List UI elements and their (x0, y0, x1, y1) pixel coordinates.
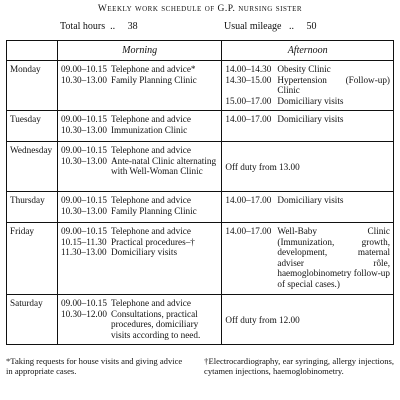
header-morning: Morning (57, 41, 221, 61)
day-cell: Friday (7, 223, 58, 295)
entry-time: 11.30–13.00 (60, 247, 107, 257)
table-row (7, 61, 394, 111)
total-hours-value: 38 (127, 21, 138, 32)
day-cell: Wednesday (7, 142, 58, 192)
table-header-row (7, 41, 394, 61)
entry-time: 10.30–13.00 (60, 124, 107, 135)
usual-mileage: Usual mileage .. 50 (224, 21, 317, 32)
schedule-entry (61, 247, 218, 258)
total-hours-label: Total hours (60, 21, 106, 32)
table-row (7, 223, 394, 295)
entry-time: 14.00–17.00 (225, 195, 272, 205)
header-afternoon: Afternoon (222, 41, 394, 61)
schedule-entry (61, 75, 218, 86)
entry-activity: Family Planning Clinic (110, 205, 197, 216)
entry-activity: Domiciliary visits (277, 114, 344, 124)
entry-activity: Telephone and advice (110, 298, 191, 308)
entry-time: 09.00–10.15 (60, 195, 107, 205)
morning-cell (57, 192, 221, 223)
entry-activity: Telephone and advice (110, 145, 191, 155)
schedule-entry (61, 237, 218, 248)
entry-activity: Domiciliary visits (277, 195, 344, 205)
header-day (7, 41, 58, 61)
morning-cell (57, 111, 221, 142)
day-cell: Tuesday (7, 111, 58, 142)
schedule-entry (225, 75, 390, 96)
entry-time: 10.30–12.00 (60, 308, 107, 319)
entry-activity: Consultations, practical procedures, domiciliary visits according to need. (110, 308, 201, 340)
afternoon-cell (222, 142, 394, 192)
table-row (7, 111, 394, 142)
schedule-entry (61, 298, 218, 309)
schedule-entry (61, 195, 218, 206)
footnote-asterisk: *Taking requests for house visits and giving advice in appropriate cases. (6, 356, 183, 376)
schedule-entry (61, 125, 218, 136)
morning-cell (57, 223, 221, 295)
day-cell: Saturday (7, 295, 58, 345)
entry-activity: Telephone and advice* (110, 64, 196, 74)
schedule-entry (225, 64, 390, 75)
entry-activity: Ante-natal Clinic alternating with Well-Woman Clinic (110, 155, 217, 176)
mileage-label: Usual mileage (224, 21, 282, 32)
table-row (7, 142, 394, 192)
entry-activity: Hypertension (Follow-up) Clinic (277, 74, 390, 95)
entry-activity: Family Planning Clinic (110, 74, 197, 85)
entry-activity: Off duty from 13.00 (225, 161, 300, 172)
morning-cell (57, 142, 221, 192)
entry-time: 14.30–15.00 (225, 74, 272, 85)
entry-activity: Telephone and advice (110, 114, 191, 124)
document-title: Weekly work schedule of G.P. nursing sister (97, 4, 303, 14)
schedule-entry (225, 195, 390, 206)
morning-cell (57, 295, 221, 345)
entry-activity: Practical procedures–† (110, 236, 195, 247)
afternoon-cell (222, 223, 394, 295)
table-row (7, 295, 394, 345)
schedule-entry (225, 162, 390, 173)
table-row (7, 192, 394, 223)
afternoon-cell (222, 61, 394, 111)
schedule-entry (61, 309, 218, 341)
footnotes (6, 356, 394, 376)
entry-time: 09.00–10.15 (60, 226, 107, 236)
entry-time: 15.00–17.00 (225, 95, 272, 106)
afternoon-cell (222, 295, 394, 345)
entry-time: 09.00–10.15 (60, 64, 107, 74)
entry-time: 14.00–17.00 (225, 226, 272, 236)
entry-time: 09.00–10.15 (60, 298, 107, 308)
afternoon-cell (222, 192, 394, 223)
schedule-entry (61, 64, 218, 75)
entry-time: 09.00–10.15 (60, 145, 107, 155)
entry-activity: Domiciliary visits (110, 247, 178, 257)
schedule-entry (61, 156, 218, 177)
schedule-entry (61, 145, 218, 156)
entry-time: 10.30–13.00 (60, 205, 107, 216)
entry-time: 09.00–10.15 (60, 114, 107, 124)
schedule-entry (61, 206, 218, 217)
entry-activity: Telephone and advice (110, 226, 191, 236)
entry-activity: Domiciliary visits (277, 95, 344, 106)
entry-time: 10.30–13.00 (60, 155, 107, 166)
schedule-entry (225, 114, 390, 125)
morning-cell (57, 61, 221, 111)
schedule-entry (225, 315, 390, 326)
schedule-table (6, 40, 394, 345)
mileage-value: 50 (306, 21, 317, 32)
total-hours: Total hours .. 38 (60, 21, 138, 32)
schedule-entry (61, 226, 218, 237)
afternoon-cell (222, 111, 394, 142)
entry-time: 14.00–17.00 (225, 114, 272, 124)
entry-time: 10.30–13.00 (60, 74, 107, 85)
entry-activity: Obesity Clinic (277, 64, 331, 74)
entry-activity: Well-Baby Clinic (Immunization, growth, development, maternal adviser rôle, haemoglobinometry follow-up of special cases.) (277, 226, 390, 289)
entry-activity: Immunization Clinic (110, 124, 188, 135)
schedule-entry (61, 114, 218, 125)
schedule-entry (225, 226, 390, 289)
entry-time: 10.15–11.30 (60, 236, 107, 247)
day-cell: Thursday (7, 192, 58, 223)
entry-activity: Off duty from 12.00 (225, 314, 300, 325)
entry-activity: Telephone and advice (110, 195, 191, 205)
schedule-entry (225, 96, 390, 107)
entry-time: 14.00–14.30 (225, 64, 272, 74)
footnote-dagger: †Electrocardiography, ear syringing, allergy injections, cytamen injections, haemoglobinometry. (204, 356, 394, 376)
day-cell: Monday (7, 61, 58, 111)
